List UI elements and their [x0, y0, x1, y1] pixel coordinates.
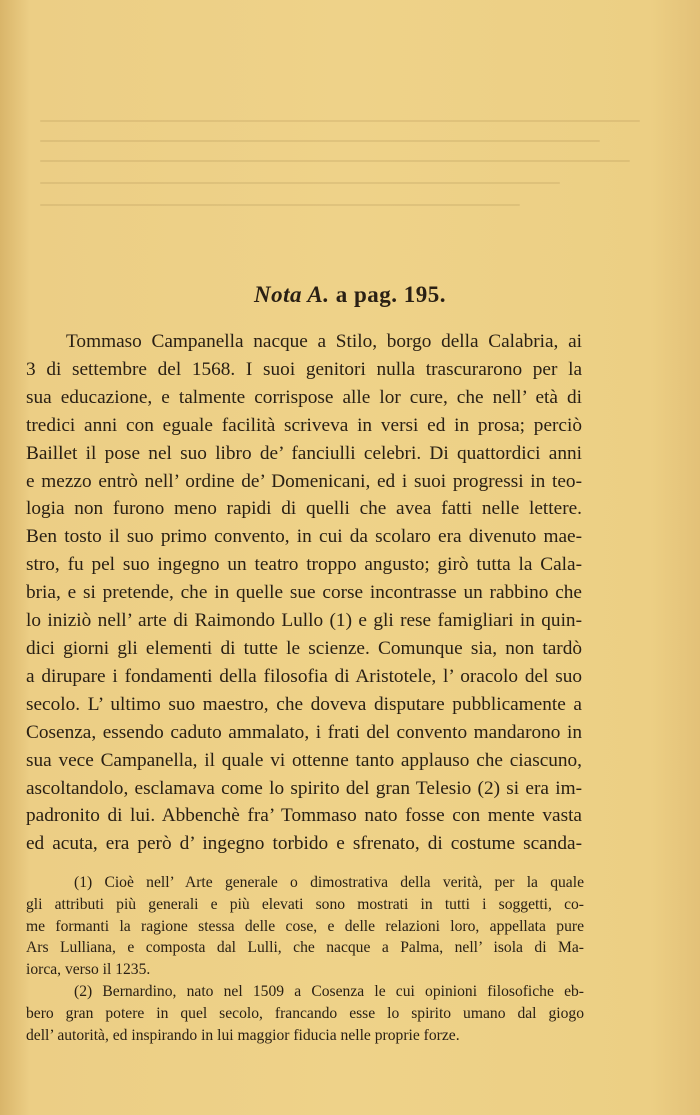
note-heading — [0, 282, 700, 308]
main-text — [26, 328, 582, 858]
text-line: tredici anni con eguale facilità scriveva in versi ed in prosa; perciò — [26, 414, 582, 436]
note-heading-page: a pag. 195. — [335, 282, 447, 307]
text-line: 3 di settembre del 1568. I suoi genitori nulla trascurarono per la — [26, 358, 582, 380]
text-line: bria, e si pretende, che in quelle sue corse incontrasse un rabbino che — [26, 582, 582, 604]
text-line: a dirupare i fondamenti della filosofia di Aristotele, l’ oracolo del suo — [26, 665, 582, 687]
text-line: secolo. L’ ultimo suo maestro, che doveva disputare pubblicamente a — [26, 693, 582, 715]
footnote-line: (2) Bernardino, nato nel 1509 a Cosenza le cui opinioni filosofiche eb- — [74, 982, 584, 1000]
text-line: lo iniziò nell’ arte di Raimondo Lullo (1) e gli rese famigliari in quin- — [26, 610, 582, 632]
footnote-line: Ars Lulliana, e composta dal Lulli, che nacque a Palma, nell’ isola di Ma- — [26, 939, 584, 957]
bleed-through-text — [0, 0, 700, 260]
text-line: ascoltandolo, esclamava come lo spirito del gran Telesio (2) si era im- — [26, 777, 582, 799]
text-line: sua vece Campanella, il quale vi ottenne tanto applauso che ciascuno, — [26, 749, 582, 771]
text-line: Cosenza, essendo caduto ammalato, i frati del convento mandarono in — [26, 721, 582, 743]
footnote-line: iorca, verso il 1235. — [26, 961, 151, 979]
text-line: Ben tosto il suo primo convento, in cui da scolaro era divenuto mae- — [26, 526, 582, 548]
footnote-line: gli attributi più generali e più elevati sono mostrati in tutti i soggetti, co- — [26, 895, 584, 913]
footnote-line: me formanti la ragione stessa delle cose, e delle relazioni loro, appellata pure — [26, 917, 584, 935]
text-line: sua educazione, e talmente corrispose alle lor cure, che nell’ età di — [26, 386, 582, 408]
text-line: Baillet il pose nel suo libro de’ fanciulli celebri. Di quattordici anni — [26, 442, 582, 464]
text-line: Tommaso Campanella nacque a Stilo, borgo della Calabria, ai — [66, 331, 582, 352]
text-line: dici giorni gli elementi di tutte le scienze. Comunque sia, non tardò — [26, 637, 582, 659]
note-heading-label: Nota A. — [253, 282, 330, 307]
footnote-line: bero gran potere in quel secolo, francando esse lo spirito umano dal giogo — [26, 1004, 584, 1022]
footnote-line: dell’ autorità, ed inspirando in lui maggior fiducia nelle proprie forze. — [26, 1026, 460, 1044]
footnotes — [26, 872, 584, 1046]
text-line: stro, fu pel suo ingegno un teatro troppo angusto; girò tutta la Cala- — [26, 554, 582, 576]
text-line: e mezzo entrò nell’ ordine de’ Domenicani, ed i suoi progressi in teo- — [26, 470, 582, 492]
text-line: ed acuta, era però d’ ingegno torbido e sfrenato, di costume scanda- — [26, 833, 582, 855]
text-line: padronito di lui. Abbenchè fra’ Tommaso nato fosse con mente vasta — [26, 805, 582, 827]
footnote-line: (1) Cioè nell’ Arte generale o dimostrativa della verità, per la quale — [74, 874, 584, 891]
text-line: logia non furono meno rapidi di quelli che avea fatti nelle lettere. — [26, 498, 582, 520]
